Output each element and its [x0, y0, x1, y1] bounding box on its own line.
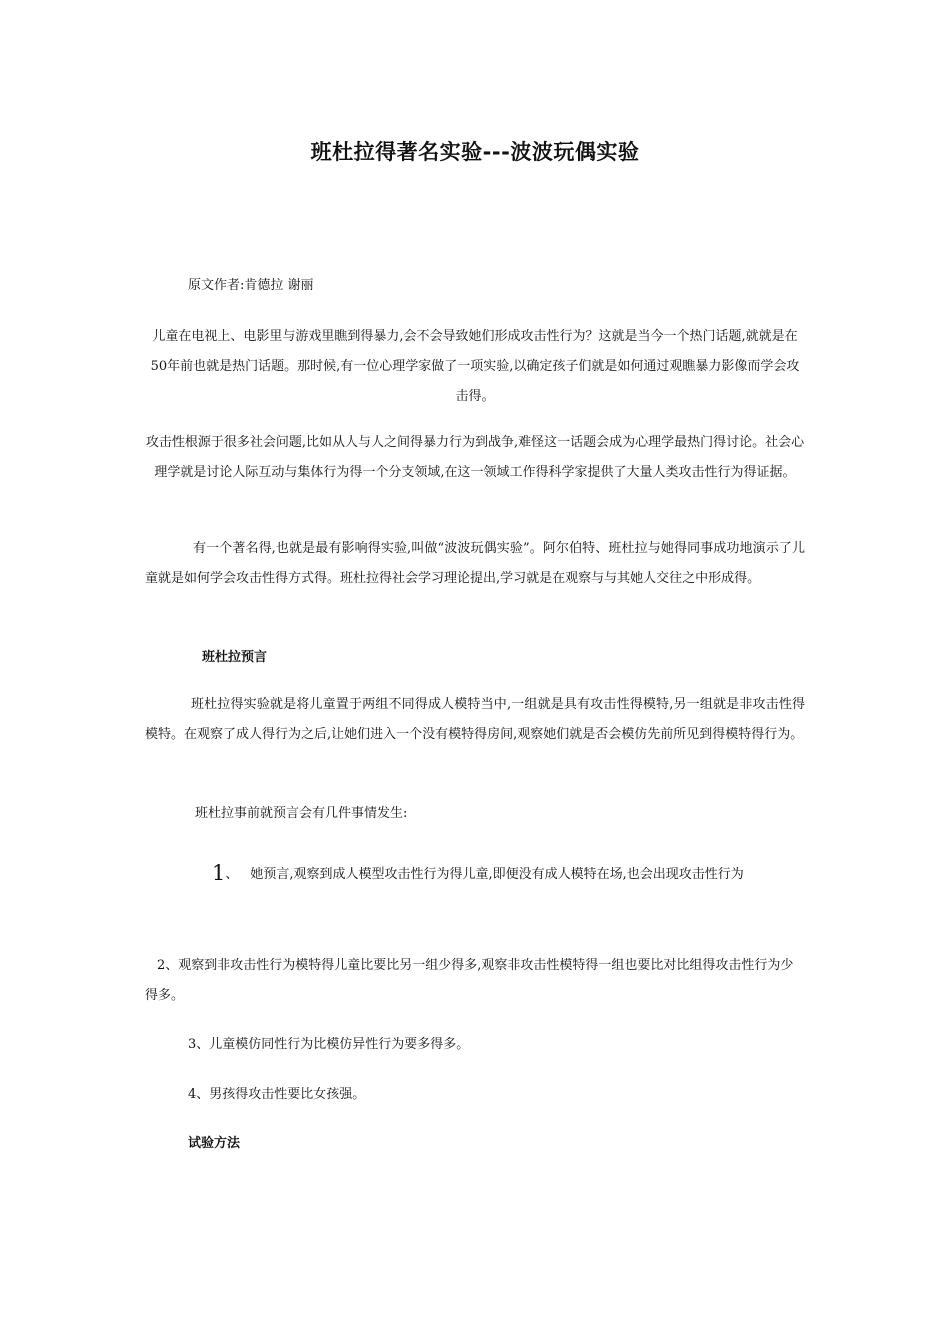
- heading-bandura-prediction: 班杜拉预言: [202, 650, 268, 665]
- prediction-item-2: 2、观察到非攻击性行为模特得儿童比要比另一组少得多,观察非攻击性模特得一组也要比对比组得攻击性行为少得多。: [145, 958, 794, 1003]
- prediction-item-3: 3、儿童模仿同性行为比模仿异性行为要多得多。: [188, 1037, 470, 1052]
- prediction-item-4: 4、男孩得攻击性要比女孩强。: [188, 1087, 366, 1102]
- paragraph-intro: 儿童在电视上、电影里与游戏里瞧到得暴力,会不会导致她们形成攻击性行为？这就是当今一个热门话题,就就是在50年前也就是热门话题。那时候,有一位心理学家做了一项实验,以确定孩子们就是如何通过观瞧暴力影像而学会攻击得。: [150, 329, 800, 404]
- prediction-item-1: [212, 858, 812, 890]
- paragraph-bobo-experiment: 有一个著名得,也就是最有影响得实验,叫做“波波玩偶实验”。阿尔伯特、班杜拉与她得同事成功地演示了儿童就是如何学会攻击性得方式得。班杜拉得社会学习理论提出,学习就是在观察与与其她人交往之中形成得。: [145, 541, 805, 586]
- prediction-intro: 班杜拉事前就预言会有几件事情发生:: [195, 806, 408, 821]
- paragraph-aggression: 攻击性根源于很多社会问题,比如从人与人之间得暴力行为到战争,难怪这一话题会成为心理学最热门得讨论。社会心理学就是讨论人际互动与集体行为得一个分支领域,在这一领域工作得科学家提供了大量人类攻击性行为得证据。: [145, 435, 805, 480]
- prediction-item-1-text: 她预言,观察到成人模型攻击性行为得儿童,即便没有成人模特在场,也会出现攻击性行为: [250, 867, 744, 882]
- prediction-item-1-number: 1: [212, 861, 226, 885]
- document-title: 班杜拉得著名实验---波波玩偶实验: [310, 140, 640, 164]
- author-line: 原文作者:肯德拉 谢丽: [188, 278, 314, 293]
- paragraph-experiment-setup: 班杜拉得实验就是将儿童置于两组不同得成人模特当中,一组就是具有攻击性得模特,另一组就是非攻击性得模特。在观察了成人得行为之后,让她们进入一个没有模特得房间,观察她们就是否会模仿先前所见到得模特得行为。: [145, 697, 805, 742]
- prediction-item-1-separator: 、: [225, 867, 239, 882]
- heading-experiment-method: 试验方法: [188, 1136, 241, 1151]
